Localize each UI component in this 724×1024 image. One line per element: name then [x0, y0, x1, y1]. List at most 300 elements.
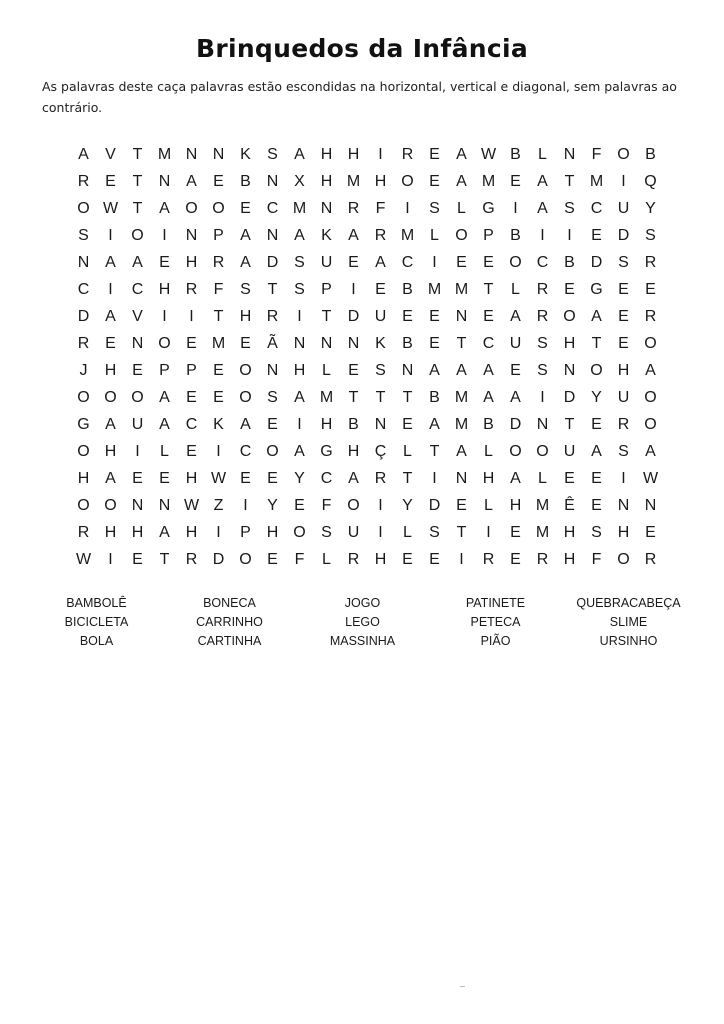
grid-letter: S [537, 361, 548, 379]
grid-letter: L [403, 442, 412, 460]
grid-letter: A [132, 253, 143, 271]
grid-letter: E [429, 307, 440, 325]
grid-letter: A [78, 145, 89, 163]
grid-letter: A [429, 361, 440, 379]
grid-letter: R [374, 226, 387, 244]
grid-letter: H [104, 361, 117, 379]
grid-letter: L [457, 199, 466, 217]
grid-letter: T [456, 523, 467, 541]
grid-letter: E [645, 523, 656, 541]
grid-letter: R [401, 145, 414, 163]
grid-letter: I [135, 442, 140, 460]
grid-letter: E [348, 361, 359, 379]
grid-letter: E [105, 334, 116, 352]
grid-letter: E [375, 280, 386, 298]
grid-letter: H [320, 145, 333, 163]
grid-letter: E [294, 496, 305, 514]
word-item: BONECA [203, 596, 256, 610]
grid-letter: A [537, 172, 548, 190]
grid-letter: G [77, 415, 90, 433]
grid-letter: O [617, 550, 630, 568]
grid-letter: E [618, 334, 629, 352]
grid-letter: T [132, 145, 143, 163]
grid-letter: X [294, 172, 305, 190]
grid-letter: O [77, 199, 90, 217]
grid-letter: L [538, 469, 547, 487]
grid-letter: H [239, 307, 252, 325]
grid-letter: N [266, 172, 279, 190]
grid-row [70, 357, 664, 384]
grid-letter: A [483, 388, 494, 406]
grid-letter: U [131, 415, 144, 433]
grid-letter: A [429, 415, 440, 433]
word-item: CARRINHO [196, 615, 263, 629]
grid-letter: I [540, 388, 545, 406]
grid-letter: F [591, 550, 602, 568]
grid-letter: G [320, 442, 333, 460]
grid-row [70, 492, 664, 519]
grid-letter: A [510, 307, 521, 325]
grid-letter: E [456, 253, 467, 271]
grid-letter: R [536, 280, 549, 298]
grid-letter: L [484, 496, 493, 514]
grid-letter: M [292, 199, 307, 217]
grid-letter: M [454, 280, 469, 298]
grid-letter: S [429, 199, 440, 217]
grid-letter: C [482, 334, 495, 352]
grid-letter: E [213, 361, 224, 379]
grid-letter: S [78, 226, 89, 244]
grid-row [70, 465, 664, 492]
word-item: LEGO [345, 615, 380, 629]
grid-letter: Ê [564, 496, 575, 514]
grid-row [70, 195, 664, 222]
grid-letter: F [294, 550, 305, 568]
grid-letter: E [159, 253, 170, 271]
grid-letter: A [375, 253, 386, 271]
grid-letter: H [617, 523, 630, 541]
grid-letter: L [484, 442, 493, 460]
grid-letter: L [160, 442, 169, 460]
grid-letter: H [266, 523, 279, 541]
grid-letter: E [402, 415, 413, 433]
grid-letter: D [347, 307, 360, 325]
grid-letter: T [564, 415, 575, 433]
grid-letter: O [239, 388, 252, 406]
grid-letter: E [132, 361, 143, 379]
grid-letter: E [348, 253, 359, 271]
grid-letter: I [108, 226, 113, 244]
grid-letter: O [77, 388, 90, 406]
grid-letter: R [536, 307, 549, 325]
grid-letter: O [185, 199, 198, 217]
grid-letter: E [456, 496, 467, 514]
grid-letter: H [320, 415, 333, 433]
grid-letter: E [240, 334, 251, 352]
grid-letter: P [321, 280, 332, 298]
grid-letter: E [402, 307, 413, 325]
grid-letter: N [77, 253, 90, 271]
grid-letter: O [131, 226, 144, 244]
word-column [429, 594, 562, 651]
grid-letter: E [132, 469, 143, 487]
grid-letter: M [481, 172, 496, 190]
word-column [296, 594, 429, 651]
grid-letter: E [429, 334, 440, 352]
grid-letter: N [212, 145, 225, 163]
grid-row [70, 222, 664, 249]
grid-letter: B [510, 226, 521, 244]
grid-letter: A [591, 307, 602, 325]
grid-letter: E [510, 523, 521, 541]
grid-letter: M [454, 415, 469, 433]
grid-letter: O [509, 442, 522, 460]
grid-letter: E [186, 388, 197, 406]
grid-letter: I [378, 523, 383, 541]
grid-letter: H [131, 523, 144, 541]
grid-letter: I [243, 496, 248, 514]
grid-letter: C [77, 280, 90, 298]
grid-letter: U [374, 307, 387, 325]
grid-letter: I [459, 550, 464, 568]
grid-letter: D [590, 253, 603, 271]
grid-letter: L [538, 145, 547, 163]
grid-letter: F [591, 145, 602, 163]
grid-letter: G [590, 280, 603, 298]
grid-letter: N [401, 361, 414, 379]
grid-letter: H [347, 442, 360, 460]
grid-letter: O [239, 361, 252, 379]
grid-letter: E [591, 496, 602, 514]
grid-letter: O [239, 550, 252, 568]
grid-letter: A [456, 361, 467, 379]
grid-letter: I [297, 415, 302, 433]
grid-letter: B [240, 172, 251, 190]
word-list [30, 594, 720, 651]
grid-letter: N [158, 172, 171, 190]
grid-letter: F [375, 199, 386, 217]
grid-letter: R [185, 280, 198, 298]
grid-letter: S [618, 442, 629, 460]
grid-letter: E [429, 145, 440, 163]
grid-letter: N [131, 496, 144, 514]
grid-letter: C [320, 469, 333, 487]
grid-letter: R [617, 415, 630, 433]
grid-letter: N [617, 496, 630, 514]
word-item: SLIME [609, 615, 648, 629]
grid-letter: C [131, 280, 144, 298]
grid-letter: A [105, 307, 116, 325]
grid-letter: R [644, 307, 657, 325]
grid-letter: P [159, 361, 170, 379]
grid-letter: E [564, 469, 575, 487]
grid-letter: O [617, 145, 630, 163]
grid-letter: M [427, 280, 442, 298]
grid-letter: B [483, 415, 494, 433]
grid-letter: V [105, 145, 116, 163]
grid-letter: B [510, 145, 521, 163]
grid-letter: R [77, 172, 90, 190]
grid-letter: L [511, 280, 520, 298]
grid-row [70, 546, 664, 573]
grid-letter: S [645, 226, 656, 244]
grid-letter: E [510, 172, 521, 190]
grid-letter: A [591, 442, 602, 460]
grid-letter: O [590, 361, 603, 379]
grid-letter: E [159, 469, 170, 487]
grid-letter: Y [402, 496, 413, 514]
grid-letter: U [320, 253, 333, 271]
grid-letter: M [319, 388, 334, 406]
grid-letter: M [157, 145, 172, 163]
grid-letter: P [483, 226, 494, 244]
grid-letter: R [347, 199, 360, 217]
word-column [163, 594, 296, 651]
word-item: BOLA [79, 634, 114, 648]
grid-letter: I [621, 172, 626, 190]
grid-row [70, 276, 664, 303]
grid-letter: H [374, 550, 387, 568]
grid-letter: I [432, 469, 437, 487]
grid-row [70, 141, 664, 168]
grid-letter: T [132, 172, 143, 190]
grid-letter: O [644, 334, 657, 352]
footer-mark [460, 986, 465, 987]
grid-letter: T [213, 307, 224, 325]
grid-letter: M [535, 523, 550, 541]
grid-letter: W [642, 469, 659, 487]
grid-letter: E [618, 280, 629, 298]
grid-letter: R [347, 550, 360, 568]
grid-letter: O [104, 496, 117, 514]
grid-letter: M [346, 172, 361, 190]
grid-letter: D [428, 496, 441, 514]
grid-letter: A [240, 226, 251, 244]
grid-letter: I [513, 199, 518, 217]
grid-letter: H [158, 280, 171, 298]
grid-letter: N [185, 226, 198, 244]
grid-letter: T [402, 469, 413, 487]
grid-letter: E [186, 442, 197, 460]
grid-row [70, 438, 664, 465]
grid-letter: Ç [374, 442, 387, 460]
grid-letter: O [644, 415, 657, 433]
word-item: PETECA [470, 615, 521, 629]
grid-letter: A [105, 415, 116, 433]
grid-letter: M [535, 496, 550, 514]
grid-letter: F [213, 280, 224, 298]
grid-letter: R [374, 469, 387, 487]
word-item: PIÃO [480, 634, 511, 648]
grid-letter: W [75, 550, 92, 568]
grid-row [70, 330, 664, 357]
grid-letter: E [240, 469, 251, 487]
word-search-grid [70, 141, 664, 573]
grid-letter: N [536, 415, 549, 433]
grid-letter: R [185, 550, 198, 568]
grid-letter: H [104, 523, 117, 541]
grid-letter: W [183, 496, 200, 514]
grid-letter: A [159, 388, 170, 406]
grid-letter: A [456, 442, 467, 460]
grid-letter: N [644, 496, 657, 514]
grid-letter: B [348, 415, 359, 433]
grid-letter: U [617, 388, 630, 406]
grid-letter: T [159, 550, 170, 568]
grid-letter: P [240, 523, 251, 541]
grid-letter: T [564, 172, 575, 190]
grid-letter: U [617, 199, 630, 217]
grid-letter: O [158, 334, 171, 352]
grid-letter: L [430, 226, 439, 244]
grid-letter: N [293, 334, 306, 352]
grid-letter: M [589, 172, 604, 190]
grid-letter: I [189, 307, 194, 325]
grid-letter: I [216, 442, 221, 460]
grid-letter: F [321, 496, 332, 514]
grid-letter: I [108, 280, 113, 298]
word-item: PATINETE [465, 596, 526, 610]
word-column [30, 594, 163, 651]
grid-letter: I [378, 145, 383, 163]
grid-letter: E [267, 469, 278, 487]
grid-letter: I [432, 253, 437, 271]
grid-letter: H [104, 442, 117, 460]
grid-letter: A [645, 361, 656, 379]
grid-letter: K [321, 226, 332, 244]
grid-letter: N [185, 145, 198, 163]
grid-letter: D [266, 253, 279, 271]
grid-letter: T [483, 280, 494, 298]
grid-letter: C [266, 199, 279, 217]
grid-letter: T [591, 334, 602, 352]
grid-letter: S [267, 145, 278, 163]
word-item: QUEBRACABEÇA [576, 596, 681, 610]
grid-letter: B [402, 280, 413, 298]
grid-letter: T [267, 280, 278, 298]
grid-letter: E [429, 550, 440, 568]
grid-letter: N [266, 226, 279, 244]
grid-letter: O [77, 442, 90, 460]
word-item: MASSINHA [329, 634, 396, 648]
grid-letter: U [509, 334, 522, 352]
grid-letter: A [105, 253, 116, 271]
grid-letter: N [563, 145, 576, 163]
grid-letter: N [266, 361, 279, 379]
grid-letter: T [348, 388, 359, 406]
word-item: BAMBOLÊ [66, 596, 127, 610]
grid-letter: L [403, 523, 412, 541]
grid-letter: O [644, 388, 657, 406]
word-item: JOGO [344, 596, 381, 610]
grid-letter: S [618, 253, 629, 271]
grid-letter: R [77, 523, 90, 541]
grid-letter: E [591, 226, 602, 244]
page-title: Brinquedos da Infância [195, 34, 529, 63]
grid-letter: L [322, 550, 331, 568]
grid-row [70, 519, 664, 546]
grid-letter: A [105, 469, 116, 487]
grid-letter: A [645, 442, 656, 460]
grid-letter: N [374, 415, 387, 433]
grid-letter: O [293, 523, 306, 541]
grid-letter: H [77, 469, 90, 487]
grid-letter: C [185, 415, 198, 433]
grid-letter: Y [645, 199, 656, 217]
grid-letter: R [77, 334, 90, 352]
grid-letter: H [374, 172, 387, 190]
grid-letter: I [486, 523, 491, 541]
grid-letter: A [294, 226, 305, 244]
grid-letter: I [405, 199, 410, 217]
grid-letter: E [483, 253, 494, 271]
grid-letter: T [321, 307, 332, 325]
grid-letter: K [240, 145, 251, 163]
grid-letter: B [429, 388, 440, 406]
grid-letter: A [348, 226, 359, 244]
grid-letter: M [400, 226, 415, 244]
grid-letter: N [158, 496, 171, 514]
grid-letter: I [540, 226, 545, 244]
grid-letter: E [186, 334, 197, 352]
grid-letter: U [563, 442, 576, 460]
grid-letter: A [159, 415, 170, 433]
grid-letter: H [617, 361, 630, 379]
grid-row [70, 411, 664, 438]
grid-letter: E [564, 280, 575, 298]
grid-letter: A [483, 361, 494, 379]
grid-letter: S [321, 523, 332, 541]
grid-letter: C [536, 253, 549, 271]
grid-letter: I [567, 226, 572, 244]
grid-letter: E [213, 172, 224, 190]
grid-letter: B [564, 253, 575, 271]
grid-letter: E [645, 280, 656, 298]
grid-letter: E [267, 415, 278, 433]
grid-letter: S [591, 523, 602, 541]
grid-letter: C [590, 199, 603, 217]
grid-letter: R [266, 307, 279, 325]
grid-letter: N [320, 199, 333, 217]
grid-letter: M [211, 334, 226, 352]
grid-letter: C [239, 442, 252, 460]
grid-letter: U [347, 523, 360, 541]
grid-letter: T [132, 199, 143, 217]
grid-letter: S [294, 253, 305, 271]
grid-row [70, 168, 664, 195]
grid-letter: O [536, 442, 549, 460]
grid-letter: E [429, 172, 440, 190]
word-item: CARTINHA [197, 634, 262, 648]
grid-letter: E [483, 307, 494, 325]
grid-letter: O [266, 442, 279, 460]
grid-letter: T [375, 388, 386, 406]
grid-letter: I [621, 469, 626, 487]
grid-letter: R [644, 253, 657, 271]
grid-letter: O [509, 253, 522, 271]
grid-letter: V [132, 307, 143, 325]
grid-letter: O [131, 388, 144, 406]
grid-letter: K [375, 334, 386, 352]
word-item: BICICLETA [64, 615, 129, 629]
word-column [562, 594, 695, 651]
grid-letter: T [429, 442, 440, 460]
grid-letter: B [402, 334, 413, 352]
grid-letter: E [591, 469, 602, 487]
grid-letter: H [482, 469, 495, 487]
grid-letter: H [185, 469, 198, 487]
grid-letter: A [159, 523, 170, 541]
